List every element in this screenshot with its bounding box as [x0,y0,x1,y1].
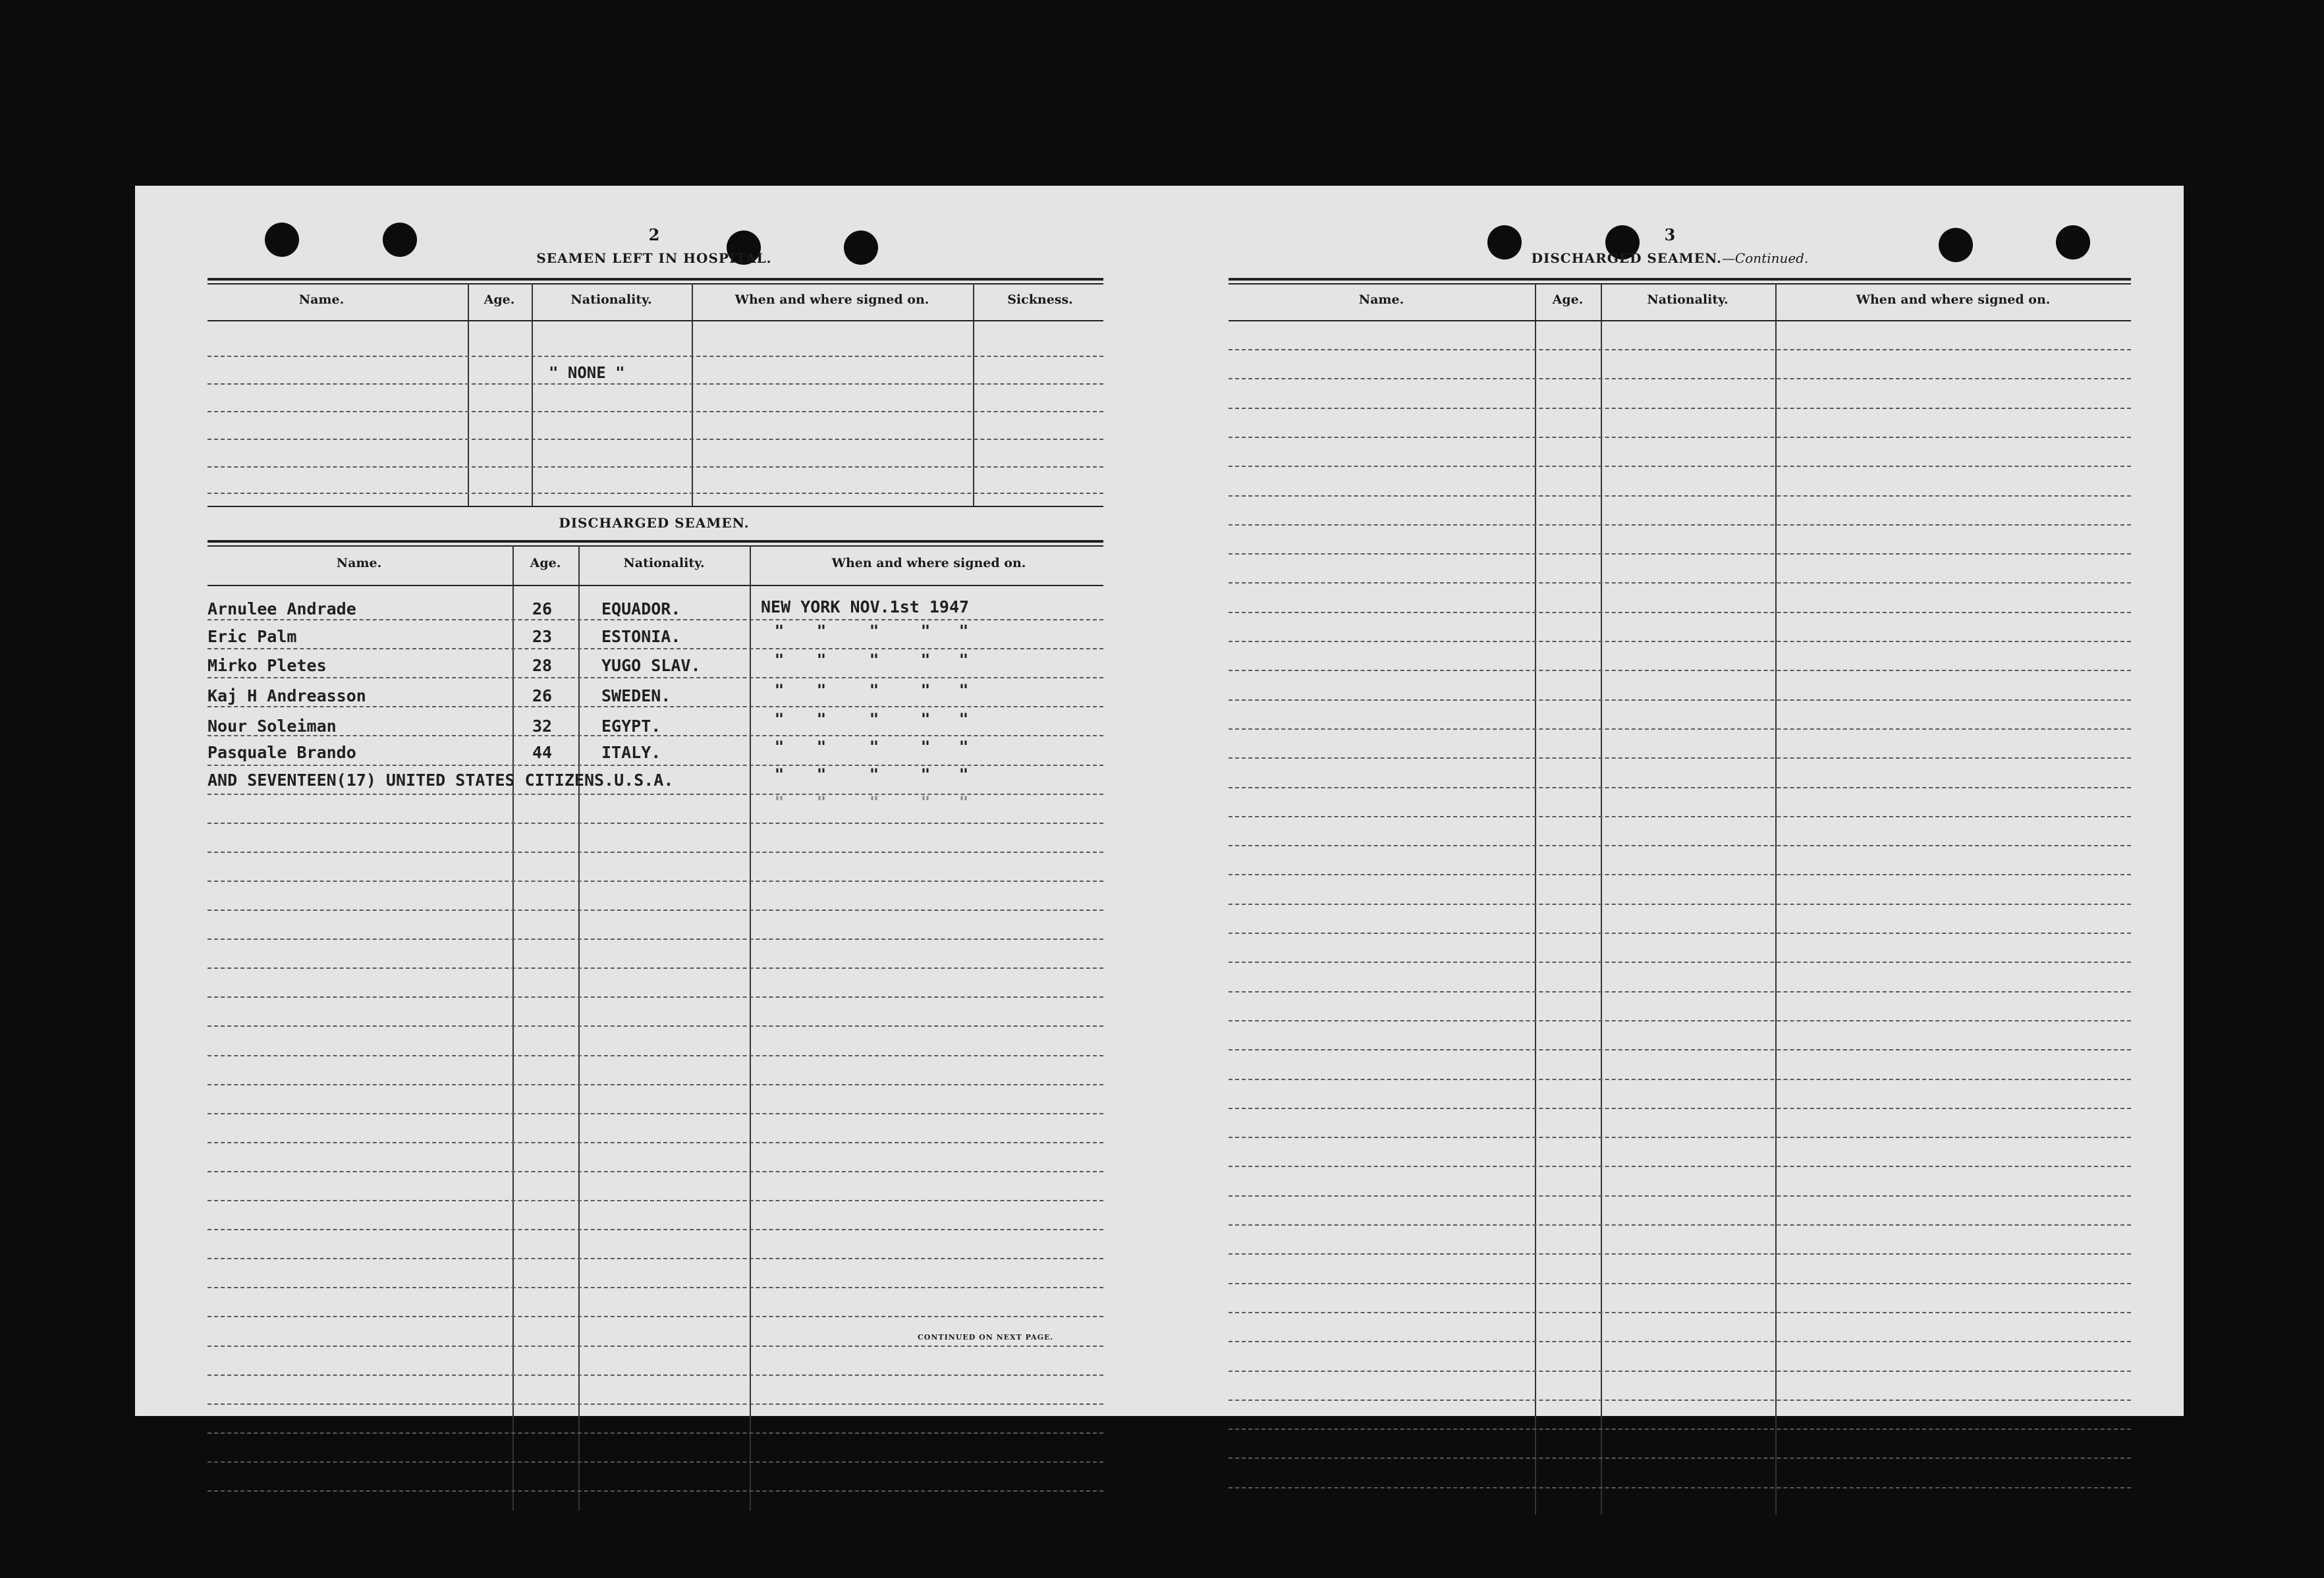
ruled-line [1229,641,2131,642]
title-suffix: —Continued. [1721,250,1809,266]
ruled-line [1229,466,2131,467]
rule [208,283,1103,285]
ruled-line [208,1374,1103,1376]
column-divider [512,545,514,1511]
column-divider [692,283,693,506]
ruled-line [208,706,1103,707]
ditto-mark: " [920,681,931,699]
ruled-line [1229,670,2131,671]
ruled-line [208,939,1103,940]
ditto-mark: " [920,765,931,784]
ditto-mark: " [816,681,827,699]
column-header: Nationality. [623,556,705,570]
seaman-nationality: ITALY. [601,743,661,762]
ruled-line [208,439,1103,440]
ruled-line [208,1316,1103,1317]
ruled-line [208,1025,1103,1027]
ditto-mark: " [920,793,931,811]
signed-on: NEW YORK NOV.1st 1947 [761,597,970,616]
seaman-age: 26 [532,686,553,705]
ruled-line [208,356,1103,357]
ruled-line [208,411,1103,412]
title-main: DISCHARGED SEAMEN. [1531,250,1722,266]
ditto-mark: " [920,738,931,756]
ditto-mark: " [869,681,879,699]
summary-line: AND SEVENTEEN(17) UNITED STATES CITIZENS.U.S.A. [208,771,674,790]
rule [1229,278,2131,281]
ditto-mark: " [774,765,785,784]
ruled-line [208,967,1103,969]
page-number: 2 [648,225,660,244]
ruled-line [208,383,1103,385]
ditto-mark: " [920,622,931,640]
ruled-line [208,823,1103,824]
seaman-nationality: SWEDEN. [601,686,671,705]
ruled-line [208,852,1103,853]
ruled-line [1229,1079,2131,1080]
ruled-line [1229,495,2131,497]
ruled-line [1229,904,2131,905]
column-header: Age. [530,556,561,570]
ruled-line [1229,524,2131,526]
ruled-line [208,1113,1103,1114]
column-header: When and where signed on. [1856,292,2051,307]
ruled-line [1229,582,2131,584]
ruled-line [1229,1020,2131,1021]
seaman-name: Kaj H Andreasson [208,686,366,705]
ditto-mark: " [958,651,969,669]
ruled-line [208,466,1103,468]
ruled-line [1229,962,2131,963]
ditto-mark: " [869,765,879,784]
ruled-line [1229,1224,2131,1226]
ruled-line [208,1403,1103,1405]
ruled-line [1229,1428,2131,1430]
ruled-line [208,648,1103,649]
column-divider [468,283,469,506]
ruled-line [1229,757,2131,759]
rule [208,585,1103,586]
ruled-line [1229,933,2131,934]
ruled-line [1229,612,2131,613]
column-header: Age. [1552,292,1584,307]
ditto-mark: " [816,710,827,728]
column-header: Name. [298,292,345,307]
rule [208,506,1103,507]
column-header: When and where signed on. [734,292,929,307]
column-header: Age. [484,292,515,307]
column-header: Name. [336,556,382,570]
ruled-line [1229,845,2131,846]
seaman-nationality: EGYPT. [601,717,661,736]
ruled-line [1229,874,2131,875]
seaman-nationality: EQUADOR. [601,599,681,618]
seaman-age: 26 [532,599,553,618]
ruled-line [1229,991,2131,993]
seaman-name: Eric Palm [208,627,297,646]
ditto-mark: " [816,651,827,669]
column-header: When and where signed on. [831,556,1026,570]
ditto-mark: " [958,793,969,811]
ditto-mark: " [869,710,879,728]
ruled-line [1229,816,2131,817]
ruled-line [1229,553,2131,555]
punch-hole [383,223,417,257]
ditto-mark: " [816,765,827,784]
punch-hole [2056,225,2090,259]
seaman-age: 44 [532,743,553,762]
rule [208,540,1103,543]
rule [1229,283,2131,285]
ruled-line [208,1171,1103,1172]
ruled-line [1229,1137,2131,1138]
seaman-name: Pasquale Brando [208,743,356,762]
ruled-line [208,1229,1103,1230]
ditto-mark: " [816,793,827,811]
seaman-nationality: YUGO SLAV. [601,656,701,675]
ditto-mark: " [774,710,785,728]
ruled-line [1229,408,2131,409]
ditto-mark: " [869,793,879,811]
seaman-age: 23 [532,627,553,646]
column-divider [750,545,751,1511]
ditto-mark: " [816,738,827,756]
seaman-age: 28 [532,656,553,675]
hospital-entry: " NONE " [549,364,625,382]
ditto-mark: " [958,765,969,784]
discharged-section-title: DISCHARGED SEAMEN. [559,515,750,531]
ruled-line [208,996,1103,998]
ditto-mark: " [774,738,785,756]
column-header: Sickness. [1007,292,1073,307]
document-sheet [135,186,2184,1416]
ditto-mark: " [774,651,785,669]
ruled-line [1229,1457,2131,1459]
ruled-line [208,677,1103,678]
column-divider [1775,283,1777,1515]
ditto-mark: " [774,793,785,811]
ruled-line [1229,1400,2131,1401]
column-divider [578,545,580,1511]
ruled-line [1229,1195,2131,1197]
ditto-mark: " [958,710,969,728]
ruled-line [208,1200,1103,1201]
rule [208,278,1103,281]
ruled-line [1229,699,2131,701]
ditto-mark: " [958,622,969,640]
continued-footer: CONTINUED ON NEXT PAGE. [918,1333,1054,1342]
hospital-section-title: SEAMEN LEFT IN HOSPITAL. [536,250,772,266]
rule [208,320,1103,321]
column-divider [532,283,533,506]
ditto-mark: " [869,651,879,669]
ruled-line [208,1142,1103,1143]
ruled-line [1229,1487,2131,1488]
rule [1229,320,2131,321]
ruled-line [1229,378,2131,379]
seaman-name: Arnulee Andrade [208,599,356,618]
ruled-line [208,1346,1103,1347]
ruled-line [1229,437,2131,438]
ruled-line [208,619,1103,620]
column-divider [973,283,974,506]
ruled-line [1229,1108,2131,1109]
ruled-line [1229,1166,2131,1167]
ruled-line [208,1461,1103,1463]
ruled-line [1229,349,2131,350]
punch-hole [1487,225,1522,259]
ruled-line [208,794,1103,795]
ruled-line [1229,1283,2131,1284]
ditto-mark: " [869,738,879,756]
ditto-mark: " [920,710,931,728]
ruled-line [1229,787,2131,788]
ruled-line [208,1258,1103,1259]
ruled-line [208,1287,1103,1288]
column-header: Nationality. [570,292,652,307]
ditto-mark: " [774,622,785,640]
seaman-age: 32 [532,717,553,736]
ditto-mark: " [920,651,931,669]
ditto-mark: " [816,622,827,640]
ruled-line [1229,728,2131,730]
column-divider [1601,283,1602,1515]
ditto-mark: " [958,738,969,756]
ruled-line [208,1055,1103,1056]
ditto-mark: " [869,622,879,640]
punch-hole [844,231,878,265]
ruled-line [208,881,1103,882]
seaman-name: Mirko Pletes [208,656,327,675]
column-header: Nationality. [1647,292,1729,307]
column-divider [1535,283,1536,1515]
ruled-line [1229,1341,2131,1342]
seaman-nationality: ESTONIA. [601,627,681,646]
ruled-line [208,1432,1103,1434]
ditto-mark: " [774,681,785,699]
ruled-line [208,493,1103,494]
discharged-continued-title [1532,250,1809,266]
ruled-line [1229,1371,2131,1372]
seaman-name: Nour Soleiman [208,717,337,736]
punch-hole [265,223,299,257]
ditto-mark: " [958,681,969,699]
ruled-line [208,765,1103,766]
ruled-line [1229,1312,2131,1313]
ruled-line [208,910,1103,911]
rule [208,545,1103,547]
column-header: Name. [1358,292,1404,307]
ruled-line [208,1084,1103,1085]
punch-hole [1939,228,1973,262]
page-number: 3 [1664,225,1676,244]
ruled-line [1229,1049,2131,1050]
ruled-line [1229,1253,2131,1255]
ruled-line [208,1490,1103,1492]
